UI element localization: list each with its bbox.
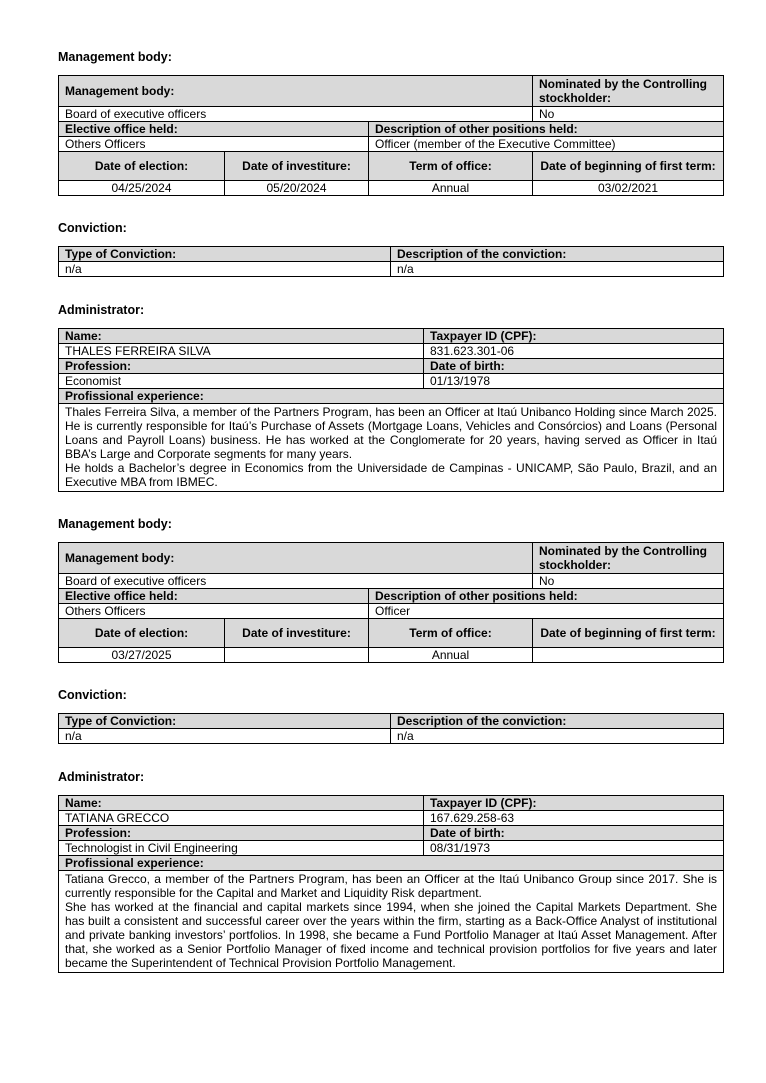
first-term-header: Date of beginning of first term: xyxy=(533,619,724,648)
term-of-office-header: Term of office: xyxy=(369,619,533,648)
experience-paragraph: Thales Ferreira Silva, a member of the Partners Program, has been an Officer at Itaú Unibanco Holding since March 2025. He is currently responsible for Itaú’s Purchase of Assets (Mortgage Loans, Vehicles and Consórcios) and Loans (Personal Loans and Payroll Loans) business. He has worked at the Conglomerate for 20 years, having served as Officer in Itaú BBA’s Large and Corporate segments for many years. xyxy=(65,405,717,461)
experience-text xyxy=(59,404,724,492)
experience-paragraph: Tatiana Grecco, a member of the Partners Program, has been an Officer at the Itaú Unibanco Group since 2017. She is currently responsible for the Capital and Market and Liquidity Risk department. xyxy=(65,872,717,900)
date-of-election-header: Date of election: xyxy=(59,619,225,648)
elective-office-value: Others Officers xyxy=(59,137,369,152)
conviction-type-header: Type of Conviction: xyxy=(59,714,391,729)
date-of-investiture-value xyxy=(225,648,369,663)
conviction-description-header: Description of the conviction: xyxy=(391,714,724,729)
profession-header: Profession: xyxy=(59,359,424,374)
nominated-value: No xyxy=(533,107,724,122)
date-of-investiture-value: 05/20/2024 xyxy=(225,181,369,196)
administrator-section-title: Administrator: xyxy=(58,770,145,784)
elective-office-header: Elective office held: xyxy=(59,122,369,137)
name-header: Name: xyxy=(59,329,424,344)
management-body-header: Management body: xyxy=(59,76,533,107)
profession-value: Technologist in Civil Engineering xyxy=(59,841,424,856)
management-body-table xyxy=(58,542,724,663)
conviction-section-title: Conviction: xyxy=(58,688,127,702)
other-positions-header: Description of other positions held: xyxy=(369,122,724,137)
cpf-value: 831.623.301-06 xyxy=(424,344,724,359)
administrator-table xyxy=(58,328,724,492)
date-of-birth-value: 01/13/1978 xyxy=(424,374,724,389)
date-of-investiture-header: Date of investiture: xyxy=(225,619,369,648)
experience-paragraph: She has worked at the financial and capital markets since 1994, when she joined the Capital Markets Department. She has built a consistent and successful career over the years within the firm, starting as a Back-Office Analyst of institutional and private banking investors’ portfolios. In 1998, she became a Fund Portfolio Manager at Itaú Asset Management. After that, she worked as a Senior Portfolio Manager of fixed income and technical provision portfolios for five years and later became the Superintendent of Technical Provision Portfolio Management. xyxy=(65,900,717,970)
management-body-section-title: Management body: xyxy=(58,517,172,531)
elective-office-header: Elective office held: xyxy=(59,589,369,604)
first-term-value xyxy=(533,648,724,663)
nominated-value: No xyxy=(533,574,724,589)
name-value: TATIANA GRECCO xyxy=(59,811,424,826)
term-of-office-value: Annual xyxy=(369,181,533,196)
date-of-election-value: 04/25/2024 xyxy=(59,181,225,196)
management-body-value: Board of executive officers xyxy=(59,574,533,589)
other-positions-value: Officer (member of the Executive Committee) xyxy=(369,137,724,152)
first-term-header: Date of beginning of first term: xyxy=(533,152,724,181)
profession-value: Economist xyxy=(59,374,424,389)
experience-header: Profissional experience: xyxy=(59,856,724,871)
date-of-birth-header: Date of birth: xyxy=(424,359,724,374)
elective-office-value: Others Officers xyxy=(59,604,369,619)
administrator-table xyxy=(58,795,724,973)
first-term-value: 03/02/2021 xyxy=(533,181,724,196)
management-body-section-title: Management body: xyxy=(58,50,172,64)
experience-text xyxy=(59,871,724,973)
management-body-value: Board of executive officers xyxy=(59,107,533,122)
conviction-table xyxy=(58,246,724,277)
date-of-investiture-header: Date of investiture: xyxy=(225,152,369,181)
cpf-header: Taxpayer ID (CPF): xyxy=(424,329,724,344)
date-of-birth-value: 08/31/1973 xyxy=(424,841,724,856)
management-body-header: Management body: xyxy=(59,543,533,574)
experience-header: Profissional experience: xyxy=(59,389,724,404)
date-of-election-header: Date of election: xyxy=(59,152,225,181)
profession-header: Profession: xyxy=(59,826,424,841)
name-value: THALES FERREIRA SILVA xyxy=(59,344,424,359)
conviction-type-header: Type of Conviction: xyxy=(59,247,391,262)
conviction-type-value: n/a xyxy=(59,262,391,277)
name-header: Name: xyxy=(59,796,424,811)
date-of-birth-header: Date of birth: xyxy=(424,826,724,841)
nominated-header: Nominated by the Controlling stockholder: xyxy=(533,76,724,107)
experience-paragraph: He holds a Bachelor’s degree in Economics from the Universidade de Campinas - UNICAMP, São Paulo, Brazil, and an Executive MBA from IBMEC. xyxy=(65,461,717,489)
conviction-description-value: n/a xyxy=(391,729,724,744)
conviction-table xyxy=(58,713,724,744)
conviction-type-value: n/a xyxy=(59,729,391,744)
term-of-office-header: Term of office: xyxy=(369,152,533,181)
cpf-header: Taxpayer ID (CPF): xyxy=(424,796,724,811)
conviction-description-header: Description of the conviction: xyxy=(391,247,724,262)
other-positions-value: Officer xyxy=(369,604,724,619)
administrator-section-title: Administrator: xyxy=(58,303,145,317)
conviction-section-title: Conviction: xyxy=(58,221,127,235)
conviction-description-value: n/a xyxy=(391,262,724,277)
other-positions-header: Description of other positions held: xyxy=(369,589,724,604)
cpf-value: 167.629.258-63 xyxy=(424,811,724,826)
term-of-office-value: Annual xyxy=(369,648,533,663)
date-of-election-value: 03/27/2025 xyxy=(59,648,225,663)
nominated-header: Nominated by the Controlling stockholder: xyxy=(533,543,724,574)
management-body-table xyxy=(58,75,724,196)
